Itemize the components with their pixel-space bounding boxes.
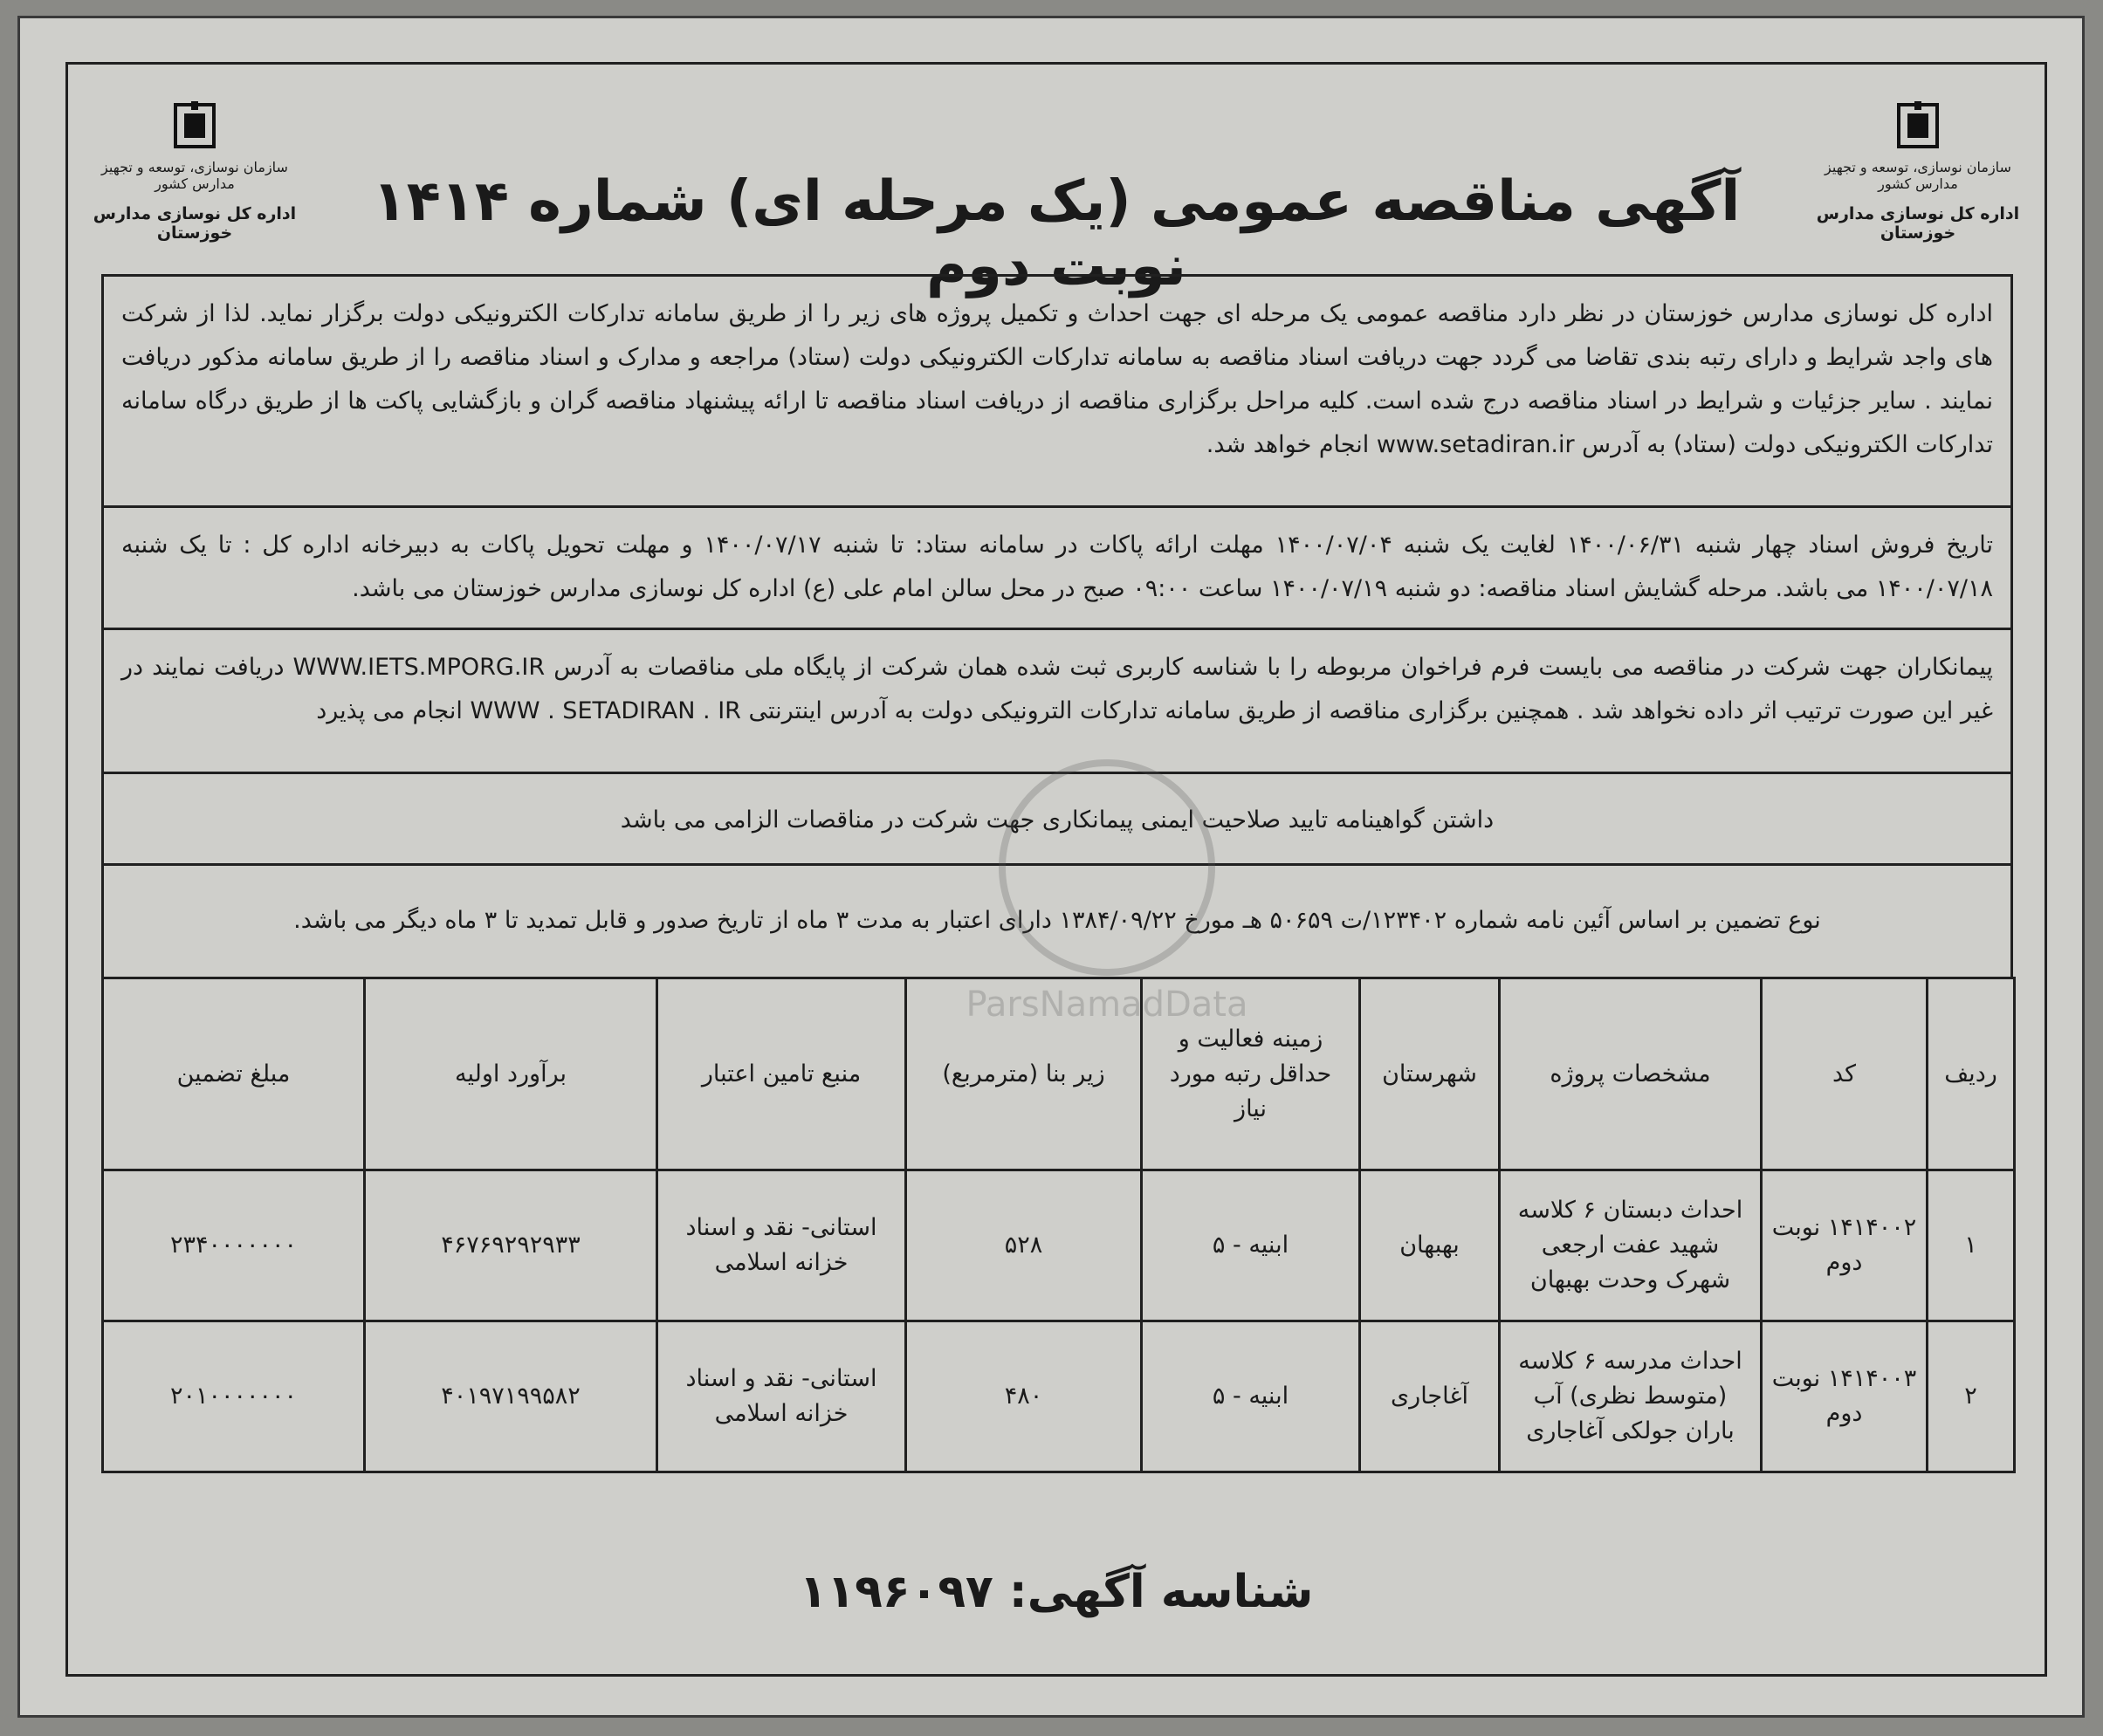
table-cell: ۵۲۸	[906, 1170, 1142, 1321]
intro-paragraph: اداره کل نوسازی مدارس خوزستان در نظر دارد مناقصه عمومی یک مرحله ای جهت احداث و تکمیل پروژه های زیر را از طریق سامانه تدارکات الکترونیکی دولت برگزار نماید. لذا از شرکت های واجد شرایط و دارای رتبه بندی تقاضا می گردد جهت دریافت اسناد مناقصه به سامانه تدارکات الکترونیکی دولت (ستاد) مراجعه و مدارک و اسناد مناقصه را از طریق سامانه مذکور دریافت نمایند . سایر جزئیات و شرایط در اسناد مناقصه درج شده است. کلیه مراحل برگزاری مناقصه از دریافت اسناد مناقصه تا ارائه پیشنهاد مناقصه گران و بازگشایی پاکت ها از طریق درگاه سامانه تدارکات الکترونیکی دولت (ستاد) به آدرس www.setadiran.ir انجام خواهد شد.	[101, 274, 2013, 505]
table-cell: استانی- نقد و اسناد خزانه اسلامی	[657, 1321, 906, 1472]
table-cell: آغاجاری	[1360, 1321, 1500, 1472]
table-cell: ابنیه - ۵	[1142, 1321, 1360, 1472]
notice-header	[68, 65, 2045, 298]
notice-body	[101, 274, 2013, 1473]
guarantee-paragraph: نوع تضمین بر اساس آئین نامه شماره ۱۲۳۴۰۲/ت ۵۰۶۵۹ هـ مورخ ۱۳۸۴/۰۹/۲۲ دارای اعتبار به مدت ۳ ماه از تاریخ صدور و قابل تمدید تا ۳ ماه دیگر می باشد.	[101, 863, 2013, 977]
col-header: کد	[1762, 978, 1928, 1170]
table-cell: ۴۶۷۶۹۲۹۲۹۳۳	[365, 1170, 657, 1321]
col-header: مبلغ تضمین	[103, 978, 365, 1170]
col-header: زمینه فعالیت و حداقل رتبه مورد نیاز	[1142, 978, 1360, 1170]
table-row	[103, 1321, 2015, 1472]
watermark-text: ParsNamadData	[966, 985, 1248, 1025]
table-cell: ۲۳۴۰۰۰۰۰۰۰	[103, 1170, 365, 1321]
org-logo-left	[86, 99, 304, 243]
notice-title: آگهی مناقصه عمومی (یک مرحله ای) شماره ۱۴۱۴ نوبت دوم	[372, 169, 1741, 298]
table-cell: ۴۸۰	[906, 1321, 1142, 1472]
table-cell: ۲	[1928, 1321, 2015, 1472]
logo-caption: سازمان نوسازی، توسعه و تجهیز مدارس کشور	[1825, 159, 2011, 192]
col-header: منبع تامین اعتبار	[657, 978, 906, 1170]
table-row	[103, 1170, 2015, 1321]
table-cell: ۱	[1928, 1170, 2015, 1321]
col-header: زیر بنا (مترمربع)	[906, 978, 1142, 1170]
ministry-emblem-icon	[1892, 99, 1944, 152]
table-cell: ۱۴۱۴۰۰۲ نوبت دوم	[1762, 1170, 1928, 1321]
col-header: مشخصات پروژه	[1500, 978, 1762, 1170]
ad-id: شناسه آگهی: ۱۱۹۶۰۹۷	[799, 1566, 1314, 1618]
newspaper-clipping	[17, 16, 2085, 1718]
table-cell: بهبهان	[1360, 1170, 1500, 1321]
org-name: اداره کل نوسازی مدارس خوزستان	[1816, 204, 2020, 243]
dates-paragraph: تاریخ فروش اسناد چهار شنبه ۱۴۰۰/۰۶/۳۱ لغایت یک شنبه ۱۴۰۰/۰۷/۰۴ مهلت ارائه پاکات در سامانه ستاد: تا شنبه ۱۴۰۰/۰۷/۱۷ و مهلت تحویل پاکات به دبیرخانه اداره کل : تا یک شنبه ۱۴۰۰/۰۷/۱۸ می باشد. مرحله گشایش اسناد مناقصه: دو شنبه ۱۴۰۰/۰۷/۱۹ ساعت ۰۹:۰۰ صبح در محل سالن امام علی (ع) اداره کل نوسازی مدارس خوزستان می باشد.	[101, 505, 2013, 628]
ministry-emblem-icon	[168, 99, 221, 152]
org-name: اداره کل نوسازی مدارس خوزستان	[93, 204, 297, 243]
table-cell: ۴۰۱۹۷۱۹۹۵۸۲	[365, 1321, 657, 1472]
logo-caption: سازمان نوسازی، توسعه و تجهیز مدارس کشور	[101, 159, 288, 192]
table-header-row	[103, 978, 2015, 1170]
col-header: شهرستان	[1360, 978, 1500, 1170]
table-cell: ۲۰۱۰۰۰۰۰۰۰	[103, 1321, 365, 1472]
registration-paragraph: پیمانکاران جهت شرکت در مناقصه می بایست فرم فراخوان مربوطه را با شناسه کاربری ثبت شده همان شرکت از پایگاه ملی مناقصات به آدرس WWW.IETS.MPORG.IR دریافت نمایند در غیر این صورت ترتیب اثر داده نخواهد شد . همچنین برگزاری مناقصه از طریق سامانه تدارکات الترونیکی دولت به آدرس اینترنتی WWW . SETADIRAN . IR انجام می پذیرد	[101, 628, 2013, 772]
table-cell: استانی- نقد و اسناد خزانه اسلامی	[657, 1170, 906, 1321]
table-cell: احداث دبستان ۶ کلاسه شهید عفت ارجعی شهرک وحدت بهبهان	[1500, 1170, 1762, 1321]
col-header: ردیف	[1928, 978, 2015, 1170]
projects-table	[101, 977, 2016, 1473]
notice-frame	[65, 62, 2047, 1677]
col-header: برآورد اولیه	[365, 978, 657, 1170]
table-cell: ابنیه - ۵	[1142, 1170, 1360, 1321]
safety-paragraph: داشتن گواهینامه تایید صلاحیت ایمنی پیمانکاری جهت شرکت در مناقصات الزامی می باشد	[101, 772, 2013, 863]
table-cell: احداث مدرسه ۶ کلاسه (متوسط نظری) آب باران جولکی آغاجاری	[1500, 1321, 1762, 1472]
org-logo-right	[1809, 99, 2027, 243]
table-cell: ۱۴۱۴۰۰۳ نوبت دوم	[1762, 1321, 1928, 1472]
